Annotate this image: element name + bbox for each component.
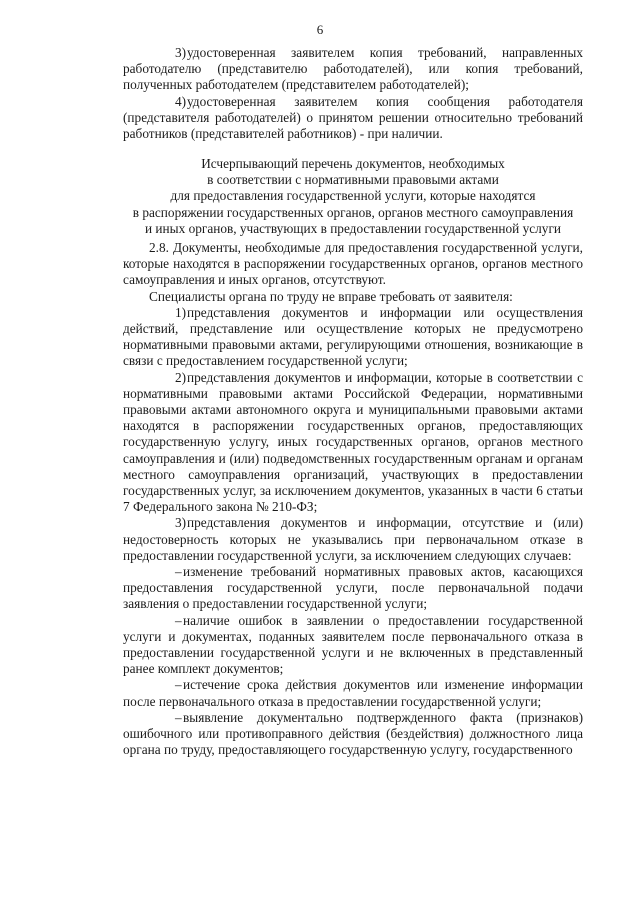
heading-line: в соответствии с нормативными правовыми актами <box>207 172 499 188</box>
item-text: представления документов и информации, отсутствие и (или) недостоверность которых не указывались при первоначальном отказе в предоставлении государственной услуги, за исключением следующих случаев: <box>123 515 583 563</box>
section-2-8-paragraph: 2.8. Документы, необходимые для предоставления государственной услуги, которые находятся в распоряжении государственных органов, органов местного самоуправления и иных органов, отсутствуют. <box>123 240 583 288</box>
item-text: удостоверенная заявителем копия сообщения работодателя (представителя работодателей) о принятом решении относительно требований работников (представителей работников) - при наличии. <box>123 93 583 142</box>
page-number: 6 <box>316 22 324 37</box>
item-number: 3) <box>175 45 187 60</box>
item-text: представления документов и информации, которые в соответствии с нормативными правовыми актами Российской Федерации, нормативными правовыми актами автономного округа и муниципальными правовыми актами находятся в распоряжении государственных органов, предоставляющих государственную услугу, иных государственных органов, органов местного самоуправления и (или) подведомственных государственным органам и органам местного самоуправления организаций, участвующих в предоставлении государственных услуг, за исключением документов, указанных в части 6 статьи 7 Федерального закона № 210-ФЗ; <box>123 369 583 515</box>
list-item <box>123 45 583 94</box>
list-item <box>123 94 583 143</box>
dash-text: выявление документально подтвержденного факта (признаков) ошибочного или противоправного действия (бездействия) должностного лица органа по труду, предоставляющего государственную услугу, государственного <box>123 709 583 758</box>
intro-paragraph: Специалисты органа по труду не вправе требовать от заявителя: <box>149 288 513 304</box>
dash-text: наличие ошибок в заявлении о предоставлении государственной услуги и документах, поданных заявителем после первоначального отказа в предоставлении государственной услуги и не включенных в представленный ранее комплект документов; <box>123 612 583 677</box>
list-item <box>123 370 583 516</box>
dash-text: истечение срока действия документов или изменение информации после первоначального отказа в предоставлении государственной услуги; <box>123 677 583 709</box>
dash-item <box>123 613 583 678</box>
list-item <box>123 515 583 564</box>
item-number: 4) <box>175 93 187 109</box>
dash-text: изменение требований нормативных правовых актов, касающихся предоставления государственной услуги, после первоначальной подачи заявления о предоставлении государственной услуги; <box>123 564 583 612</box>
item-text: представления документов и информации или осуществления действий, представление или осуществление которых не предусмотрено нормативными правовыми актами, регулирующими отношения, возникающие в связи с предоставлением государственной услуги; <box>123 304 583 369</box>
dash-mark: – <box>175 677 182 693</box>
dash-mark: – <box>175 709 182 725</box>
heading-line: и иных органов, участвующих в предоставлении государственной услуги <box>144 220 562 236</box>
item-number: 2) <box>175 369 187 385</box>
items-top <box>123 45 583 142</box>
heading-line: в распоряжении государственных органов, органов местного самоуправления <box>132 204 574 220</box>
dash-item <box>123 677 583 709</box>
section-body <box>123 240 583 759</box>
item-text: удостоверенная заявителем копия требований, направленных работодателю (представителю работодателей), или копия требований, полученных работодателем (представителем работодателей); <box>123 45 583 93</box>
section-heading <box>123 156 583 237</box>
dash-item <box>123 564 583 613</box>
dash-mark: – <box>175 612 182 628</box>
list-item <box>123 305 583 370</box>
item-number: 3) <box>175 515 187 531</box>
heading-line: Исчерпывающий перечень документов, необходимых <box>201 156 505 171</box>
dash-item <box>123 710 583 759</box>
dash-mark: – <box>175 564 182 580</box>
heading-line: для предоставления государственной услуги, которые находятся <box>170 188 536 204</box>
item-number: 1) <box>175 304 187 320</box>
